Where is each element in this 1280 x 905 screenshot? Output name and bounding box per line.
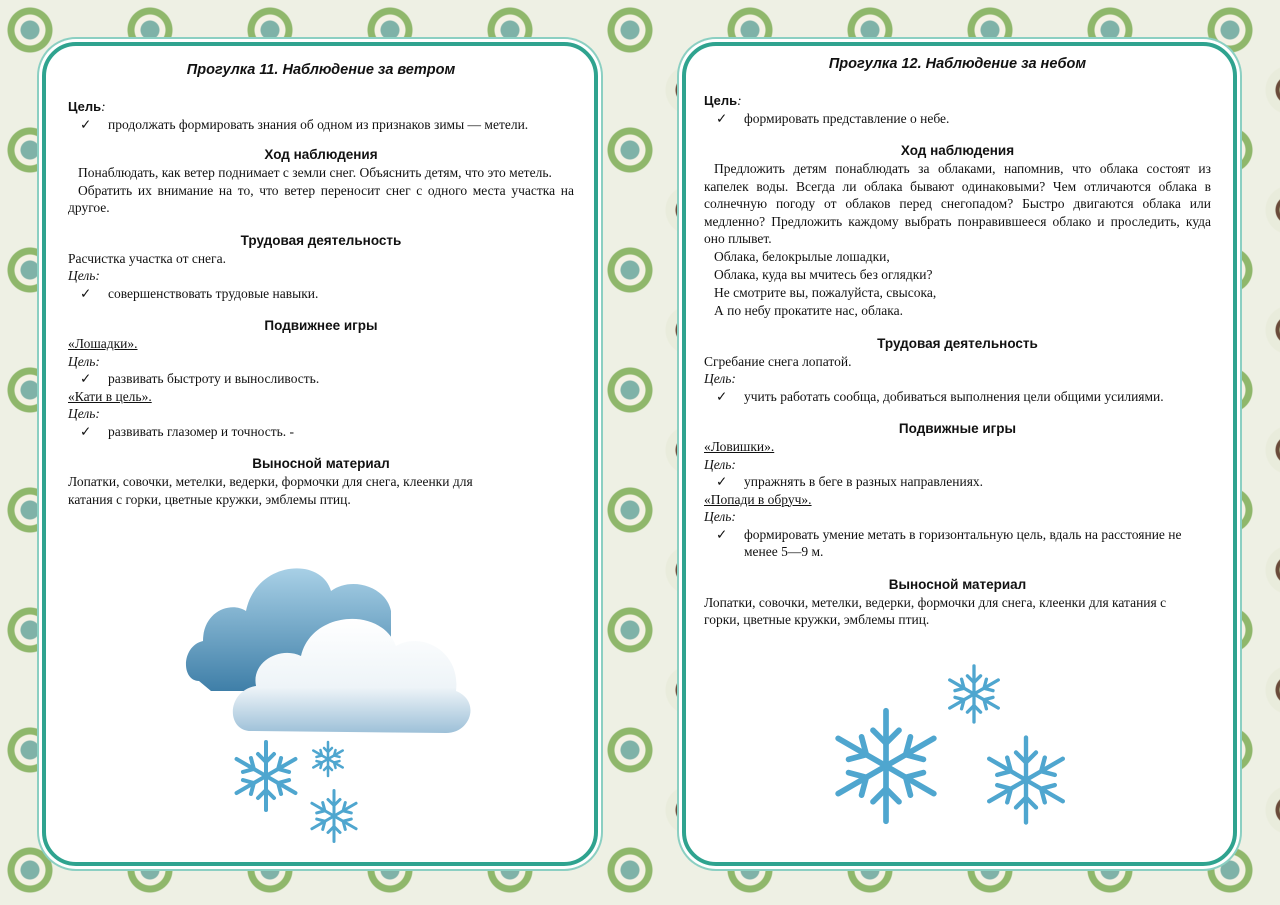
right-page-card (682, 42, 1237, 866)
section-title-labor: Трудовая деятельность (240, 232, 402, 248)
snowflake-icon (226, 736, 306, 816)
check-icon: ✓ (80, 116, 92, 132)
check-icon: ✓ (80, 285, 92, 301)
snowflake-icon (304, 786, 364, 846)
snowflake-icon (976, 730, 1076, 830)
goal-item: ✓ учить работать сообща, добиваться выполнения цели общими усилиями. (704, 388, 1211, 406)
section-title-observation: Ход наблюдения (264, 147, 378, 162)
section-title-games: Подвижные игры (898, 421, 1017, 436)
observation-paragraph: Понаблюдать, как ветер поднимает с земли снег. Объяснить детям, что это метель. (78, 165, 552, 180)
goal-item: ✓ развивать глазомер и точность. - (68, 423, 574, 441)
goal-item: ✓ совершенствовать трудовые навыки. (68, 285, 574, 303)
game-name: «Лошадки». (68, 336, 138, 351)
labor-text: Расчистка участка от снега. (68, 250, 226, 266)
page-title: Прогулка 11. Наблюдение за ветром (186, 62, 456, 78)
observation-paragraph: Предложить детям понаблюдать за облаками, напомнив, что облака состоят из капелек воды. Всегда ли облака бывают одинаковыми? Чем отличаются облака в солнечную погоду от облаков перед снегопадом? Быстро двигаются облака или медленно? Предложить каждому выбрать понравившееся облако и проследить, куда оно плывет. (704, 161, 1211, 246)
poem-line: Облака, белокрылые лошадки, (714, 248, 890, 264)
goal-item: ✓ развивать быстроту и выносливость. (68, 370, 574, 388)
goal-label: Цель: (704, 371, 736, 386)
material-text: Лопатки, совочки, метелки, ведерки, формочки для снега, клеенки для катания с горки, цветные кружки, эмблемы птиц. (704, 594, 1167, 627)
snowflake-icon (308, 739, 348, 779)
section-title-observation: Ход наблюдения (900, 143, 1015, 158)
section-title-material: Выносной материал (888, 576, 1027, 592)
left-page-card (42, 42, 598, 866)
game-name: «Попади в обруч». (704, 491, 812, 507)
check-icon: ✓ (716, 110, 728, 126)
poem (704, 248, 1211, 320)
labor-text: Сгребание снега лопатой. (704, 353, 852, 369)
goal-item: ✓ формировать умение метать в горизонтальную цель, вдаль на расстояние не менее 5—9 м. (704, 526, 1211, 561)
goal-item: ✓ формировать представление о небе. (704, 110, 1211, 128)
cloud-icon (181, 551, 471, 741)
check-icon: ✓ (716, 526, 728, 542)
goal-item: ✓ продолжать формировать знания об одном из признаков зимы — метели. (68, 116, 574, 134)
check-icon: ✓ (80, 423, 92, 439)
check-icon: ✓ (80, 371, 92, 386)
section-title-material: Выносной материал (252, 456, 390, 471)
snowflake-icon (941, 661, 1007, 727)
material-text: Лопатки, совочки, метелки, ведерки, формочки для снега, клеенки для катания с горки, цветные кружки, эмблемы птиц. (68, 474, 473, 507)
section-title-labor: Трудовая деятельность (877, 335, 1038, 351)
poem-line: Не смотрите вы, пожалуйста, свысока, (714, 284, 937, 300)
observation-paragraph: Обратить их внимание на то, что ветер переносит снег с одного места участка на другое. (68, 182, 574, 215)
goal-item: ✓ упражнять в беге в разных направлениях. (704, 473, 1211, 491)
snowflake-icon (821, 701, 951, 831)
section-title-games: Подвижнее игры (264, 318, 378, 333)
goal-label: Цель: (704, 93, 742, 108)
game-name: «Ловишки». (704, 439, 775, 454)
goal-label: Цель: (68, 353, 100, 369)
goal-label: Цель: (704, 509, 736, 524)
poem-line: А по небу прокатите нас, облака. (714, 302, 903, 318)
game-name: «Кати в цель». (68, 388, 152, 404)
page-title: Прогулка 12. Наблюдение за небом (828, 56, 1087, 72)
goal-label: Цель: (68, 268, 100, 283)
goal-label: Цель: (68, 99, 106, 114)
check-icon: ✓ (716, 474, 728, 489)
check-icon: ✓ (716, 388, 728, 404)
poem-line: Облака, куда вы мчитесь без оглядки? (714, 266, 933, 282)
goal-label: Цель: (704, 456, 736, 472)
goal-label: Цель: (68, 406, 100, 421)
